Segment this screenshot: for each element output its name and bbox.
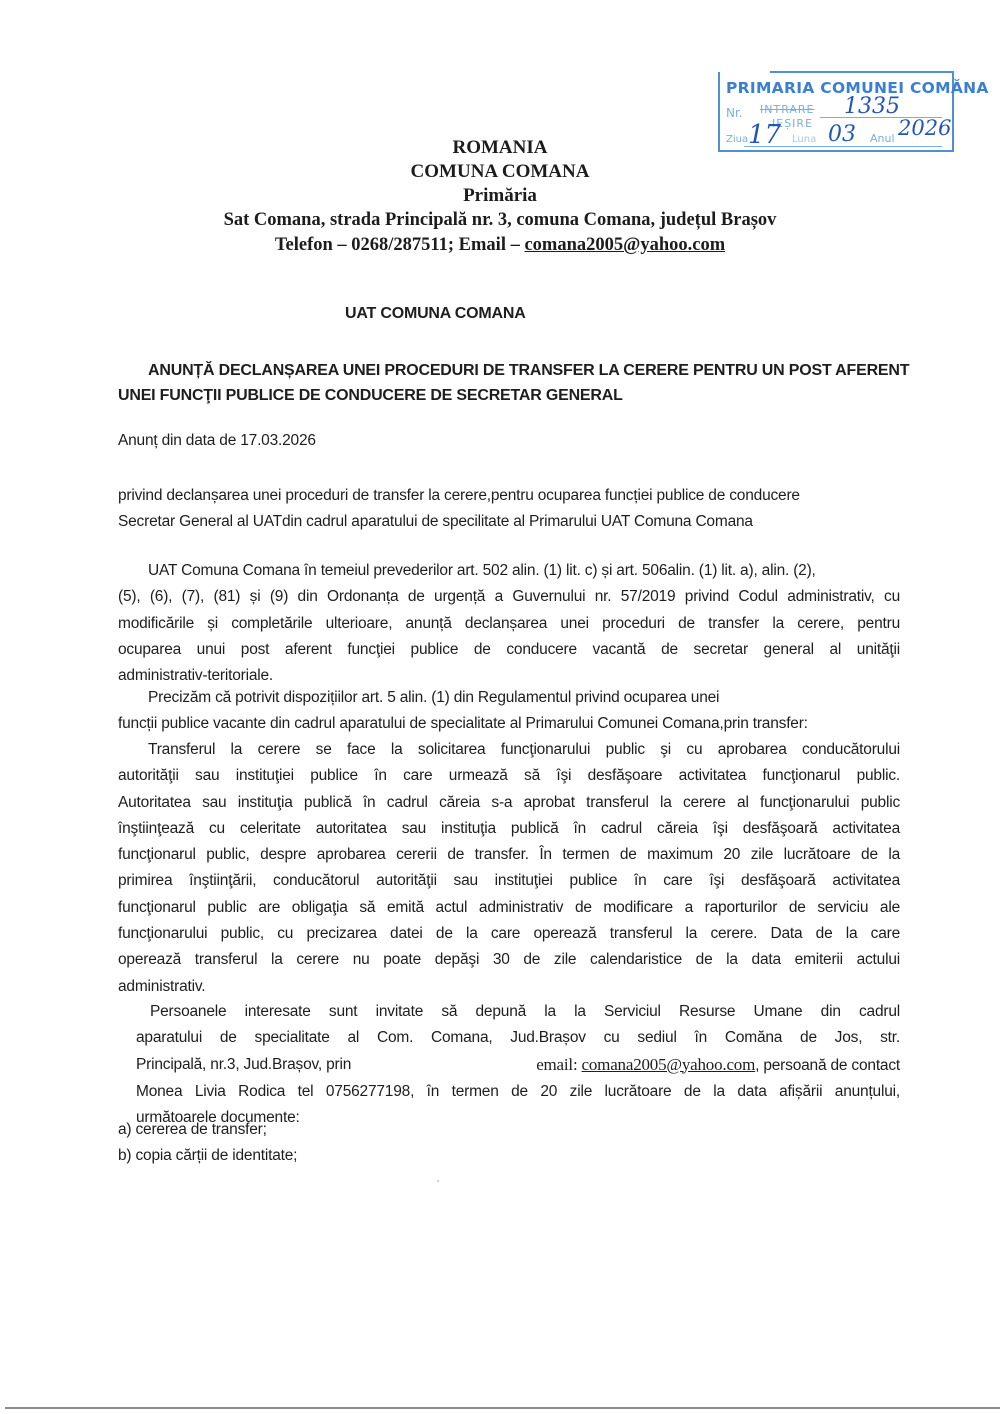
stamp-border	[770, 71, 954, 73]
stamp-ziua-label: Ziua	[726, 134, 749, 145]
text-line: primirea înştiinţării, conducătorul autorităţii sau instituţiei publice în care îşi desfăşoară activitatea	[118, 872, 900, 890]
stamp-anul-label: Anul	[870, 132, 895, 145]
text-line: administrativ-teritoriale.	[118, 667, 274, 685]
text-fragment: , persoană de contact	[755, 1056, 900, 1074]
announcement-title	[118, 358, 909, 408]
email-label: email:	[536, 1054, 582, 1074]
text-line: operează transferul la cerere nu poate depăşi 30 de zile calendaristice de la data emiterii actului	[118, 951, 900, 969]
text-line: administrativ.	[118, 977, 206, 995]
submission-paragraph	[136, 999, 900, 1131]
stamp-year-value: 2026	[898, 116, 952, 140]
header-email-link[interactable]: comana2005@yahoo.com	[524, 235, 726, 255]
text-line: Monea Livia Rodica tel 0756277198, în termen de 20 zile lucrătoare de la data afișării anunțului,	[136, 1082, 900, 1100]
header-contact	[0, 235, 1000, 256]
text-line: aparatului de specialitate al Com. Comana, Jud.Brașov cu sediul în Comăna de Jos, str.	[136, 1029, 900, 1047]
text-line: privind declanșarea unei proceduri de transfer la cerere,pentru ocuparea funcției publice de conducere	[118, 487, 800, 504]
text-line: funcţionarul public, despre aprobarea cererii de transfer. În termen de maximum 20 zile lucrătoare de la	[118, 846, 900, 864]
text-line	[136, 1052, 900, 1079]
text-fragment: Principală, nr.3, Jud.Brașov, prin	[136, 1055, 352, 1073]
scan-speck	[437, 1180, 439, 1182]
uat-title: UAT COMUNA COMANA	[345, 305, 526, 322]
text-line: funcții publice vacante din cadrul aparatului de specialitate al Primarului Comunei Comana,prin transfer:	[118, 715, 808, 733]
stamp-nr-label: Nr.	[726, 106, 743, 120]
header-address: Sat Comana, strada Principală nr. 3, comuna Comana, județul Brașov	[223, 210, 777, 230]
text-line: autorităţii sau instituţiei publice în care urmează să îşi desfăşoare activitatea funcţionarul public.	[118, 767, 900, 785]
announcement-date: Anunț din data de 17.03.2026	[118, 432, 316, 449]
text-line: funcţionarului public, cu precizarea datei de la care operează transferul la cerere. Data de la care	[118, 925, 900, 943]
page-bottom-rule	[5, 1407, 1000, 1409]
text-line: Precizăm că potrivit dispozițiilor art. 5 alin. (1) din Regulamentul privind ocuparea unei	[148, 689, 720, 706]
stamp-registration-number: 1335	[844, 94, 900, 119]
text-line: ocuparea unui post aferent funcţiei publice de conducere vacantă de secretar general al unităţii	[118, 640, 900, 658]
text-line: următoarele documente:	[136, 1109, 300, 1127]
text-line: Persoanele interesate sunt invitate să depună la la Serviciul Resurse Umane din cadrul	[150, 1003, 900, 1020]
text-line: modificările și completările ulterioare, anunță declanșarea unei proceduri de transfer la cerere, pentru	[118, 614, 900, 632]
stamp-luna-label: Luna	[792, 134, 817, 145]
text-line: înştiinţează cu celeritate autoritatea sau instituţia publică în cadrul căreia îşi desfăşoară activitatea	[118, 819, 900, 837]
document-list-item: b) copia cărții de identitate;	[118, 1147, 298, 1164]
transfer-rules-paragraph	[118, 737, 900, 1000]
stamp-month-value: 03	[828, 122, 856, 147]
text-line: (5), (6), (7), (81) și (9) din Ordonanța de urgență a Guvernului nr. 57/2019 privind Codul administrativ, cu	[118, 588, 900, 606]
text-line: Transferul la cerere se face la solicitarea funcţionarului public şi cu aprobarea conducătorului	[148, 741, 900, 758]
header-country: ROMANIA	[452, 137, 548, 158]
stamp-title: PRIMARIA COMUNEI COMĂNA	[726, 79, 989, 97]
stamp-day-value: 17	[748, 120, 782, 150]
regulation-paragraph	[118, 685, 900, 738]
header-phone: Telefon – 0268/287511; Email –	[274, 235, 525, 255]
header-institution: Primăria	[463, 185, 537, 206]
contact-email-link[interactable]: comana2005@yahoo.com	[581, 1054, 756, 1074]
text-line: Secretar General al UATdin cadrul aparatului de specilitate al Primarului UAT Comuna Comana	[118, 513, 753, 531]
text-line: funcţionarul public are obligaţia să emită actul administrativ de modificare a raporturilor de serviciu ale	[118, 898, 900, 916]
document-list-item: a) cererea de transfer;	[118, 1121, 267, 1138]
header-commune: COMUNA COMANA	[410, 161, 590, 182]
stamp-iesire-label: IEȘIRE	[772, 117, 814, 130]
text-line: Autoritatea sau instituţia publică în cadrul căreia s-a aprobat transferul la cerere al funcţionarului public	[118, 793, 900, 811]
announcement-title-line: ANUNȚĂ DECLANȘAREA UNEI PROCEDURI DE TRANSFER LA CERERE PENTRU UN POST AFERENT	[148, 362, 910, 379]
legal-basis-paragraph	[118, 558, 900, 689]
stamp-intrare-label: INTRARE	[760, 103, 815, 116]
email-line	[536, 1052, 900, 1079]
text-line: UAT Comuna Comana în temeiul prevederilor art. 502 alin. (1) lit. c) și art. 506alin. (1) lit. a), alin. (2),	[148, 562, 816, 579]
subject-paragraph	[118, 483, 900, 536]
announcement-title-line: UNEI FUNCŢII PUBLICE DE CONDUCERE DE SECRETAR GENERAL	[118, 387, 623, 404]
